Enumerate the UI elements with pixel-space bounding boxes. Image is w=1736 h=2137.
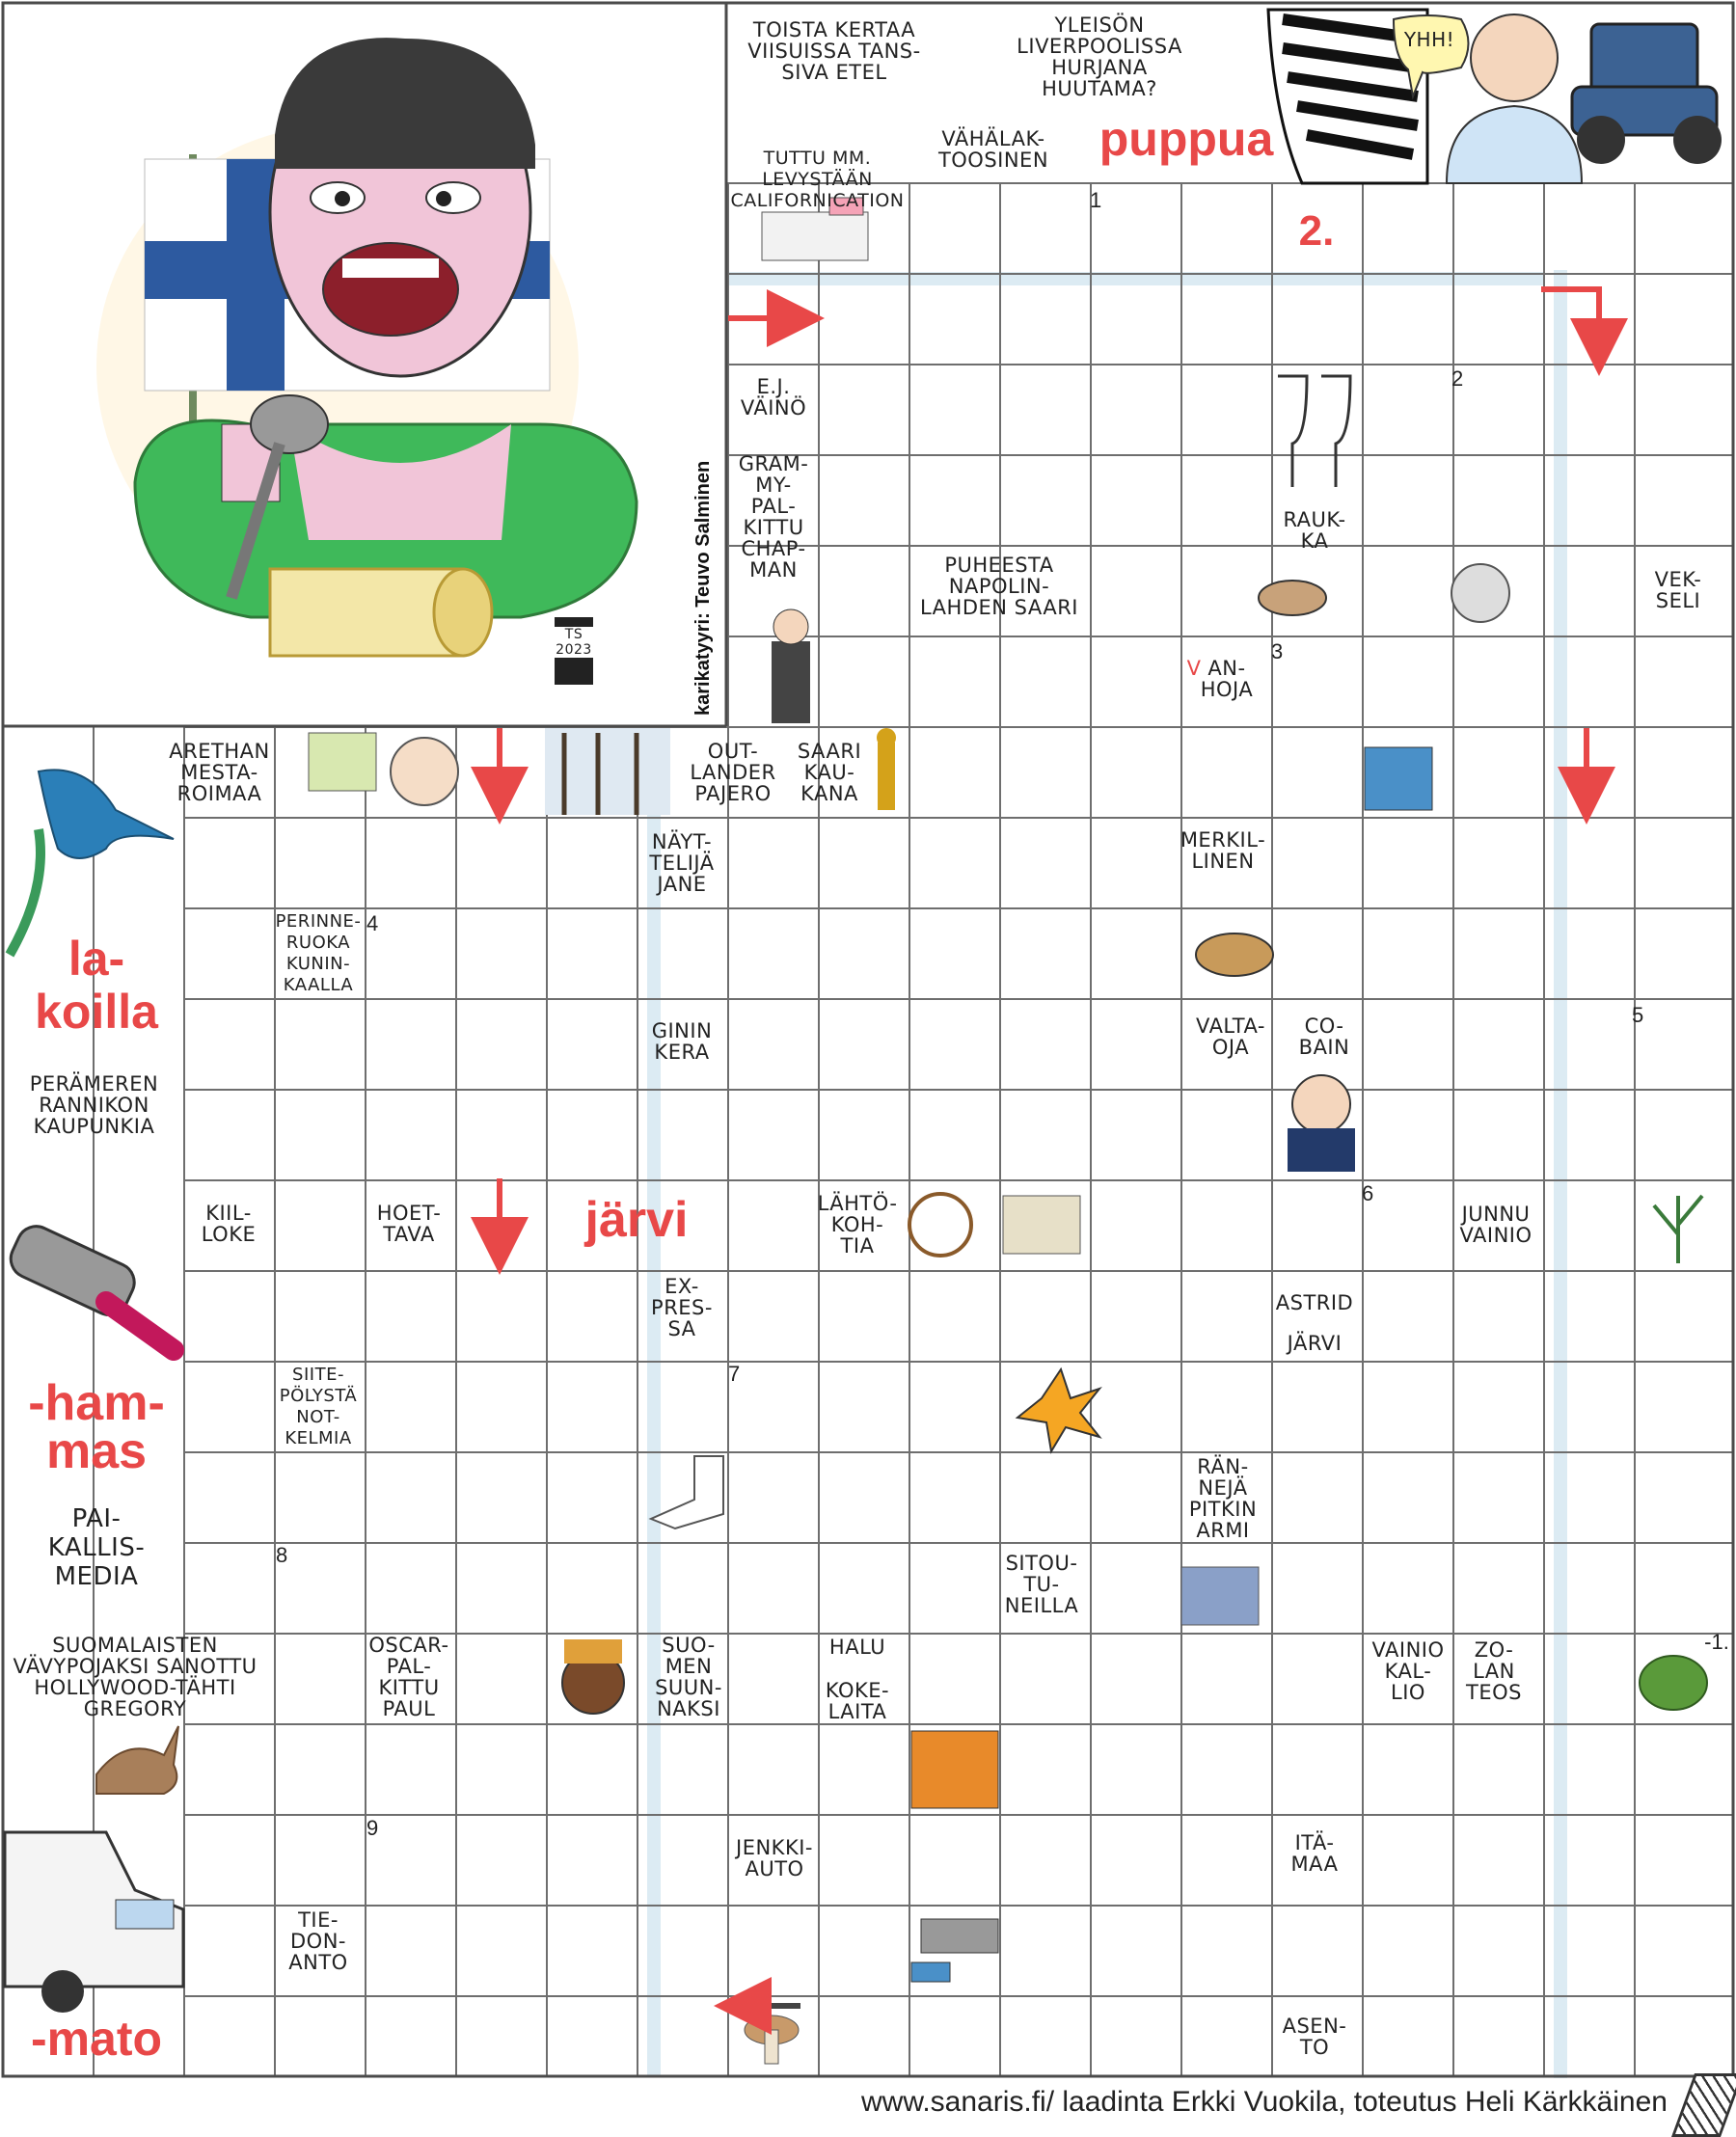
drummer-picture xyxy=(1451,564,1509,622)
oscar-statuette-picture xyxy=(877,728,896,810)
guide-band xyxy=(647,726,661,2076)
label-la-koilla-2: koilla xyxy=(35,985,158,1039)
grooming-brush-picture xyxy=(5,1220,174,1350)
clue-vainio-kallio: VAINIO KAL- LIO xyxy=(1371,1638,1445,1704)
coin-bowl-picture xyxy=(1196,933,1273,976)
arrow-turn-down xyxy=(1541,289,1599,347)
clue-tuttu: TUTTU MM. LEVYSTÄÄN CALIFORNICATION xyxy=(730,148,905,211)
label-hammas-1: -ham- xyxy=(28,1375,165,1431)
caricature-credit: karikatyyri: Teuvo Salminen xyxy=(692,460,714,716)
clue-raukka: RAUK- KA xyxy=(1283,508,1346,553)
clothes-rack-picture xyxy=(1181,1567,1259,1625)
clue-perinneruoka: PERINNE- RUOKA KUNIN- KAALLA xyxy=(275,911,362,995)
cell-number: 3 xyxy=(1271,639,1284,663)
label-puppua: puppua xyxy=(1099,112,1274,166)
mouse-picture xyxy=(1259,581,1326,615)
explosion-picture xyxy=(1017,1369,1099,1451)
clue-expressa: EX- PRES- SA xyxy=(651,1275,713,1340)
woman-headwrap-picture xyxy=(562,1639,624,1714)
clue-vanhoja-prefix: V xyxy=(1186,657,1202,680)
label-jarvi: järvi xyxy=(584,1192,689,1248)
label-mato: -mato xyxy=(30,2012,163,2066)
clue-vekseli: VEK- SELI xyxy=(1654,568,1702,612)
clue-nayttelija: NÄYT- TELIJÄ JANE xyxy=(649,830,715,896)
clue-merkillinen: MERKIL- LINEN xyxy=(1180,828,1266,873)
clue-vahalak: VÄHÄLAK- TOOSINEN xyxy=(937,127,1049,172)
label-minus-one: -1. xyxy=(1704,1630,1729,1654)
clue-lahtokohtia: LÄHTÖ- KOH- TIA xyxy=(817,1192,898,1258)
cell-number: 8 xyxy=(276,1543,288,1567)
clue-outlander: OUT- LANDER PAJERO xyxy=(690,740,776,805)
artist-badge: TS 2023 xyxy=(556,627,592,658)
clue-yleison: YLEISÖN LIVERPOOLISSA HURJANA HUUTAMA? xyxy=(1017,14,1182,100)
clue-perameren: PERÄMEREN RANNIKON KAUPUNKIA xyxy=(29,1072,159,1138)
clue-junnu: JUNNU VAINIO xyxy=(1459,1203,1533,1247)
cell-number: 4 xyxy=(366,911,379,935)
clue-vanhoja: AN- HOJA xyxy=(1200,657,1254,701)
cell-number: 2 xyxy=(1451,366,1464,391)
clue-suomalaisten: SUOMALAISTEN VÄVYPOJAKSI SANOTTU HOLLYWOOD-TÄHTI GREGORY xyxy=(13,1634,258,1720)
rabbit-picture xyxy=(96,1726,178,1794)
clue-kokelaita: KOKE- LAITA xyxy=(825,1679,890,1723)
guide-band xyxy=(1554,270,1567,2078)
clue-hoetava: HOET- TAVA xyxy=(376,1202,442,1246)
clue-astrid: ASTRID JÄRVI xyxy=(1275,1291,1354,1355)
footer-credits: www.sanaris.fi/ laadinta Erkki Vuokila, toteutus Heli Kärkkäinen xyxy=(861,2086,1668,2118)
wine-glasses-picture xyxy=(1278,376,1350,487)
clue-valtaoja: VALTA- OJA xyxy=(1196,1014,1265,1059)
winter-forest-picture xyxy=(545,728,670,815)
clue-oscar-paul: OSCAR- PAL- KITTU PAUL xyxy=(368,1634,449,1720)
clue-tiedonanto: TIE- DON- ANTO xyxy=(288,1908,348,1974)
mushrooms-picture xyxy=(745,2015,799,2064)
label-hammas-2: mas xyxy=(45,1423,148,1479)
clue-asento: ASEN- TO xyxy=(1282,2015,1347,2059)
plant-picture xyxy=(1654,1196,1702,1263)
spinning-wheel-picture xyxy=(909,1194,1080,1256)
cell-number: 6 xyxy=(1362,1181,1374,1205)
clue-jenkkiauto: JENKKI- AUTO xyxy=(736,1836,813,1880)
clue-itamaa: ITÄ- MAA xyxy=(1290,1831,1339,1876)
camper-van-picture xyxy=(5,1832,183,2013)
clue-ginin: GININ KERA xyxy=(651,1019,713,1064)
kurt-cobain-picture xyxy=(1288,1075,1355,1172)
speech-bubble-text: YHH! xyxy=(1403,28,1455,51)
label-second: 2. xyxy=(1298,207,1335,255)
gossip-man-picture xyxy=(772,609,810,723)
tiger-picture xyxy=(911,1731,998,1808)
clue-puheesta: PUHEESTA NAPOLIN- LAHDEN SAARI xyxy=(920,554,1078,619)
clue-grammy: GRAM- MY- PAL- KITTU CHAP- MAN xyxy=(738,452,809,582)
baby-picture xyxy=(309,733,458,805)
clue-kiilloke: KIIL- LOKE xyxy=(201,1202,257,1246)
vintage-car-picture xyxy=(1572,24,1722,164)
clue-saari-kaukana: SAARI KAU- KANA xyxy=(797,740,862,805)
hummingbird-picture xyxy=(10,770,174,955)
clue-zolan: ZO- LAN TEOS xyxy=(1466,1638,1522,1704)
cell-number: 9 xyxy=(366,1816,379,1840)
cell-number: 7 xyxy=(728,1362,741,1386)
traffic-picture xyxy=(911,1919,998,1982)
sock-picture xyxy=(651,1456,723,1528)
cell-number: 1 xyxy=(1090,188,1102,212)
caricature-illustration xyxy=(96,38,637,685)
clue-paikallismedia: PAI- KALLIS- MEDIA xyxy=(47,1504,146,1591)
clue-suomen-suunnaksi: SUO- MEN SUUN- NAKSI xyxy=(655,1634,722,1720)
clue-sitoutuneilla: SITOU- TU- NEILLA xyxy=(1004,1552,1079,1617)
clue-cobain: CO- BAIN xyxy=(1298,1014,1350,1059)
clue-arethan: ARETHAN MESTA- ROIMAA xyxy=(169,740,270,805)
clue-siitepolysta: SIITE- PÖLYSTÄ NOT- KELMIA xyxy=(279,1365,358,1448)
child-rain-picture xyxy=(1365,747,1432,810)
clue-halu: HALU xyxy=(828,1636,886,1659)
cell-number: 5 xyxy=(1632,1003,1644,1027)
clue-ranneja: RÄN- NEJÄ PITKIN ARMI xyxy=(1188,1455,1258,1542)
label-la-koilla-1: la- xyxy=(68,932,125,986)
clue-toista-kertaa: TOISTA KERTAA VIISUISSA TANS- SIVA ETEL xyxy=(747,18,921,84)
clue-ej-vaino: E.J. VÄINÖ xyxy=(740,375,807,419)
birch-whisk-picture xyxy=(1640,1656,1707,1710)
